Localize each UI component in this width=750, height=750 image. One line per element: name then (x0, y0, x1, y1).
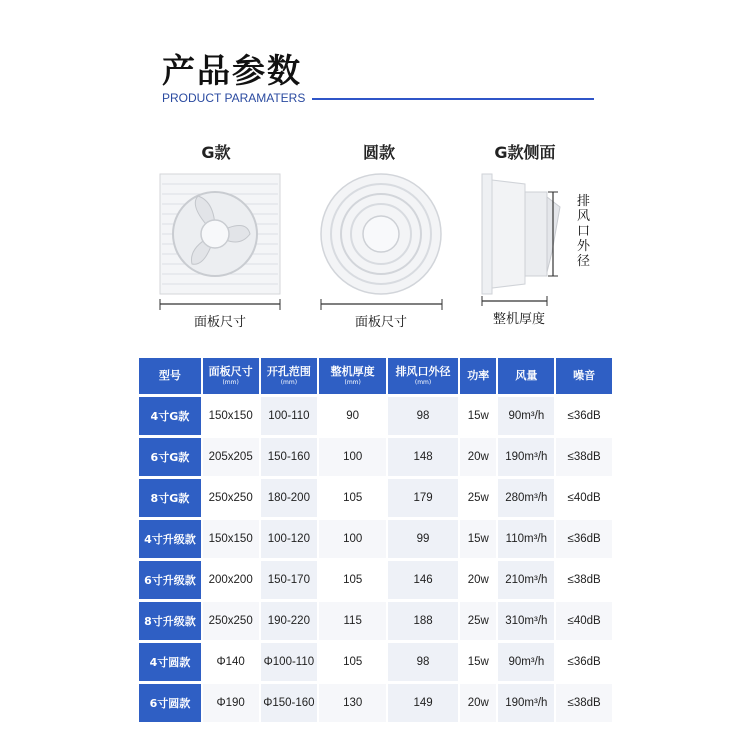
thickness-label: 整机厚度 (492, 312, 545, 327)
hole-range-cell: Φ100-110 (261, 643, 318, 681)
panel-size-cell: 150x150 (203, 520, 259, 558)
outlet-diameter-cell: 149 (388, 684, 458, 722)
model-cell: 6寸升级款 (139, 561, 201, 599)
airflow-cell: 280m³/h (498, 479, 554, 517)
product-label-g-side: G款侧面 (494, 143, 556, 162)
outlet-diameter-cell: 99 (388, 520, 458, 558)
table-row (139, 479, 612, 517)
model-cell: 4寸圆款 (139, 643, 201, 681)
power-cell: 20w (460, 561, 496, 599)
noise-cell: ≤36dB (556, 397, 612, 435)
table-row (139, 602, 612, 640)
airflow-cell: 90m³/h (498, 643, 554, 681)
side-view-fan-image (480, 172, 580, 312)
noise-cell: ≤40dB (556, 602, 612, 640)
col-header-airflow: 风量 (498, 358, 554, 394)
outlet-diameter-cell: 98 (388, 643, 458, 681)
model-cell: 4寸升级款 (139, 520, 201, 558)
thickness-cell: 105 (319, 561, 386, 599)
hole-range-cell: 180-200 (261, 479, 318, 517)
panel-size-cell: Φ140 (203, 643, 259, 681)
airflow-cell: 110m³/h (498, 520, 554, 558)
panel-size-cell: 250x250 (203, 479, 259, 517)
model-cell: 6寸圆款 (139, 684, 201, 722)
noise-cell: ≤38dB (556, 438, 612, 476)
airflow-cell: 90m³/h (498, 397, 554, 435)
model-cell: 8寸升级款 (139, 602, 201, 640)
outlet-diameter-cell: 179 (388, 479, 458, 517)
col-header-thickness: 整机厚度 (mm) (319, 358, 386, 394)
table-row (139, 397, 612, 435)
hole-range-cell: 100-110 (261, 397, 318, 435)
table-row (139, 684, 612, 722)
thickness-cell: 90 (319, 397, 386, 435)
outlet-diameter-cell: 146 (388, 561, 458, 599)
table-row (139, 561, 612, 599)
round-fan-image (318, 172, 446, 317)
hole-range-cell: 100-120 (261, 520, 318, 558)
thickness-cell: 115 (319, 602, 386, 640)
noise-cell: ≤38dB (556, 684, 612, 722)
power-cell: 15w (460, 397, 496, 435)
thickness-cell: 130 (319, 684, 386, 722)
outlet-diameter-cell: 148 (388, 438, 458, 476)
airflow-cell: 210m³/h (498, 561, 554, 599)
thickness-cell: 100 (319, 520, 386, 558)
model-cell: 8寸G款 (139, 479, 201, 517)
table-row (139, 520, 612, 558)
noise-cell: ≤38dB (556, 561, 612, 599)
col-header-noise: 噪音 (556, 358, 612, 394)
outlet-diameter-label: 排风口外径 (577, 194, 591, 269)
outlet-diameter-cell: 188 (388, 602, 458, 640)
noise-cell: ≤40dB (556, 479, 612, 517)
panel-size-cell: 200x200 (203, 561, 259, 599)
power-cell: 20w (460, 438, 496, 476)
title-divider (312, 98, 594, 100)
table-row (139, 438, 612, 476)
col-header-outlet-diameter: 排风口外径 (mm) (388, 358, 458, 394)
product-label-round: 圆款 (362, 143, 395, 162)
col-header-power: 功率 (460, 358, 496, 394)
airflow-cell: 190m³/h (498, 684, 554, 722)
col-header-hole-range: 开孔范围 (mm) (261, 358, 318, 394)
power-cell: 20w (460, 684, 496, 722)
page-title: 产品参数 (162, 51, 302, 90)
power-cell: 25w (460, 479, 496, 517)
table-header-row (139, 358, 612, 394)
noise-cell: ≤36dB (556, 520, 612, 558)
thickness-cell: 105 (319, 643, 386, 681)
spec-table (137, 355, 614, 725)
hole-range-cell: 150-160 (261, 438, 318, 476)
panel-size-cell: 250x250 (203, 602, 259, 640)
hole-range-cell: 190-220 (261, 602, 318, 640)
power-cell: 15w (460, 643, 496, 681)
product-label-g: G款 (201, 143, 231, 162)
outlet-diameter-cell: 98 (388, 397, 458, 435)
hole-range-cell: Φ150-160 (261, 684, 318, 722)
noise-cell: ≤36dB (556, 643, 612, 681)
panel-size-label-round: 面板尺寸 (354, 315, 407, 330)
power-cell: 25w (460, 602, 496, 640)
col-header-model: 型号 (139, 358, 201, 394)
panel-size-label-g: 面板尺寸 (193, 315, 246, 330)
col-header-panel-size: 面板尺寸 (mm) (203, 358, 259, 394)
model-cell: 6寸G款 (139, 438, 201, 476)
thickness-cell: 105 (319, 479, 386, 517)
airflow-cell: 190m³/h (498, 438, 554, 476)
square-fan-image (158, 172, 283, 317)
thickness-cell: 100 (319, 438, 386, 476)
panel-size-cell: 150x150 (203, 397, 259, 435)
model-cell: 4寸G款 (139, 397, 201, 435)
hole-range-cell: 150-170 (261, 561, 318, 599)
page-subtitle: PRODUCT PARAMATERS (162, 91, 306, 105)
panel-size-cell: Φ190 (203, 684, 259, 722)
panel-size-cell: 205x205 (203, 438, 259, 476)
power-cell: 15w (460, 520, 496, 558)
airflow-cell: 310m³/h (498, 602, 554, 640)
table-row (139, 643, 612, 681)
